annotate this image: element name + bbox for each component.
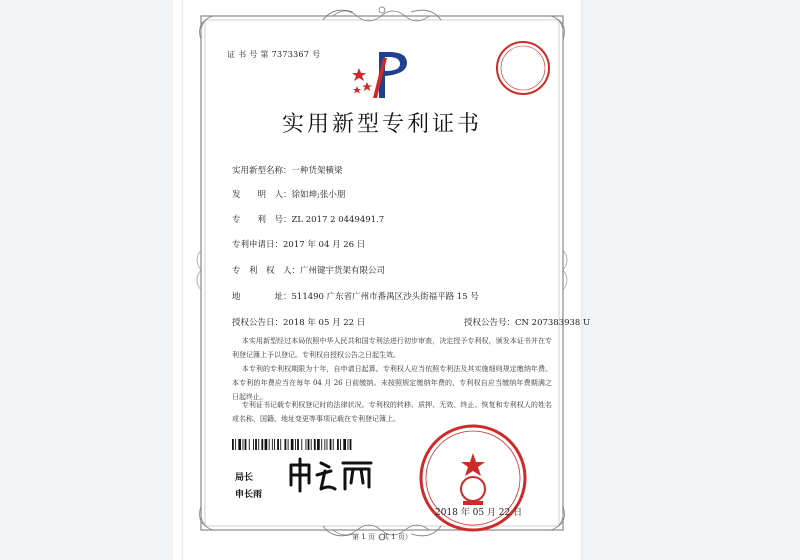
field-address xyxy=(232,290,479,302)
field-value: 2017 年 04 月 26 日 xyxy=(283,240,366,250)
patent-certificate-page xyxy=(183,0,591,560)
field-label: 专 利 权 人： xyxy=(232,266,301,276)
page-number: 第 1 页（共 1 页） xyxy=(352,533,412,541)
field-label: 授权公告日： xyxy=(232,318,284,328)
field-value: 徐如坤;张小朋 xyxy=(291,190,346,200)
field-utility-model-name xyxy=(232,164,343,176)
field-value: ZL 2017 2 0449491.7 xyxy=(291,215,385,225)
field-grant-number xyxy=(464,316,590,328)
field-label: 专利申请日： xyxy=(232,240,284,250)
paragraph-grant-decision: 本实用新型经过本局依照中华人民共和国专利法进行初步审查，决定授予专利权，颁发本证书并在专利登记簿上予以登记。专利权自授权公告之日起生效。 xyxy=(232,337,552,359)
certificate-title: 实用新型专利证书 xyxy=(281,112,482,137)
director-signature-icon xyxy=(285,455,375,495)
issue-date: 2018 年 05 月 22 日 xyxy=(435,508,523,518)
field-value: 一种货架横梁 xyxy=(291,166,343,176)
field-inventor xyxy=(232,188,345,200)
field-label: 授权公告号： xyxy=(464,318,516,328)
field-label: 发 明 人： xyxy=(232,190,292,200)
barcode-icon xyxy=(232,439,354,450)
director-name: 申长雨 xyxy=(235,490,263,500)
viewer-right-margin xyxy=(582,0,800,560)
viewer-left-margin xyxy=(0,0,173,560)
field-application-date xyxy=(232,238,365,250)
certificate-number: 证 书 号 第 7373367 号 xyxy=(227,50,321,59)
paragraph-legal-status: 专利证书记载专利权登记时的法律状况。专利权的转移、质押、无效、终止、恢复和专利权人的姓名或名称、国籍、地址变更等事项记载在专利登记簿上。 xyxy=(232,401,552,423)
field-grant-date xyxy=(232,316,591,328)
field-value: 2018 年 05 月 22 日 xyxy=(283,318,366,328)
field-value: CN 207383938 U xyxy=(515,318,591,328)
field-label: 专 利 号： xyxy=(232,215,292,225)
patent-office-logo-icon xyxy=(349,48,419,100)
field-value: 广州键宇货架有限公司 xyxy=(300,266,386,276)
paragraph-term-and-fees: 本专利的专利权期限为十年，自申请日起算。专利权人应当依照专利法及其实施细则规定缴纳年费。本专利的年费应当在每年 04 月 26 日前缴纳。未按照规定缴纳年费的，专利权自应当缴纳年费期满之日起终止。 xyxy=(232,365,552,401)
agency-stamp-icon xyxy=(493,38,553,98)
field-label: 地 址： xyxy=(232,292,292,302)
field-label: 实用新型名称： xyxy=(232,166,292,176)
field-patent-number xyxy=(232,213,384,225)
field-patentee xyxy=(232,264,385,276)
field-value: 511490 广东省广州市番禺区沙头街福平路 15 号 xyxy=(291,292,479,302)
director-title: 局长 xyxy=(235,473,254,483)
